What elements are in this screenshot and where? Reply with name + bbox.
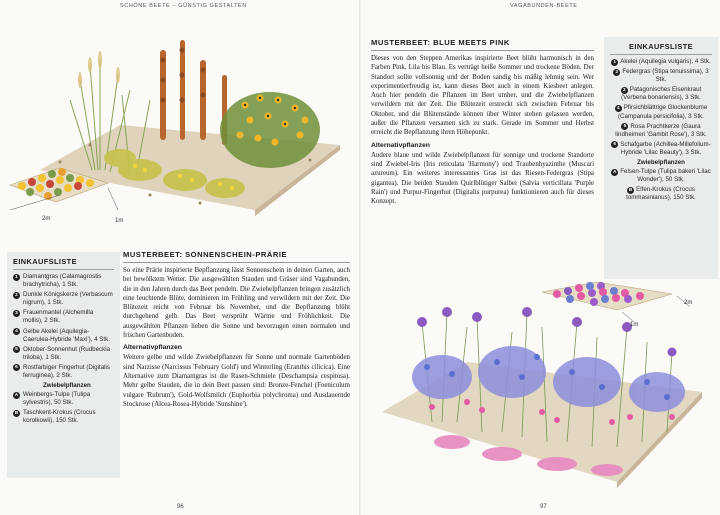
item-text: Diamantgras (Calamagrostis brachytricha), 1 Stk.: [23, 273, 102, 289]
shopping-list-item: [610, 104, 712, 120]
item-text: Pfirsichblättrige Glockenblume (Campanula persicifolia), 3 Stk.: [618, 104, 708, 120]
item-text: Taschkent-Krokus (Crocus korolkowii), 150 Stk.: [23, 409, 96, 425]
shopping-list-item: [13, 273, 114, 289]
article-title: MUSTERBEET: BLUE MEETS PINK: [371, 38, 594, 51]
blue-pink-bed-illustration: [372, 282, 717, 504]
shopping-list-item: [610, 58, 712, 66]
item-text: Federgras (Stipa tenuissima), 3 Stk.: [622, 68, 709, 84]
item-text: Oktober-Sonnenhut (Rudbeckia triloba), 1 Stk.: [23, 345, 111, 361]
item-text: Weinbergs-Tulpe (Tulipa sylvestris), 50 Stk.: [23, 391, 91, 407]
shopping-list-title: EINKAUFSLISTE: [610, 42, 712, 55]
shopping-list-item: [13, 309, 114, 325]
page-gutter: [359, 0, 361, 515]
scale-line-x: [10, 195, 60, 210]
shopping-list-item: [13, 391, 114, 407]
shopping-list-item: [610, 123, 712, 139]
item-text: Elfen-Krokus (Crocus tommasinianus), 150 Stk.: [626, 186, 696, 202]
scale-label-x: 2m: [42, 216, 51, 222]
item-text: Felsen-Tulpe (Tulipa bakeri 'Lilac Wonder'), 50 Stk.: [620, 168, 711, 184]
item-number-badge: 1: [611, 59, 618, 66]
item-number-badge: 6: [13, 364, 20, 371]
shopping-list-left: [7, 252, 120, 478]
item-number-badge: 3: [621, 87, 628, 94]
alternatives-heading: Alternativpflanzen: [123, 344, 182, 352]
item-number-badge: A: [14, 392, 19, 398]
scale-line-y: [622, 312, 634, 322]
bulbs-heading: Zwiebelpflanzen: [637, 159, 685, 167]
item-number-badge: 2: [613, 69, 620, 76]
item-number-badge: 3: [13, 310, 20, 317]
item-text: Dunkle Königskerze (Verbascum nigrum), 1 Stk.: [23, 291, 113, 307]
running-head-right: VAGABUNDEN-BEETE: [510, 3, 578, 9]
alternatives-body: Andere blaue und wilde Zwiebelpflanzen für sonnige und trockene Standorte sind Zwiebel-Iris (Iris reticulata 'Harmony') und Traubenhyazinthe (Muscari azureum). Ein weiteres interessantes Gras ist das Riesen-Federgras (Stipa gigantea). Die beiden Stauden Quirlblütiger Salbei (Salvia verticillata 'Purple Rain') und Purpur-Fingerhut (Digitalis purpurea) funktionieren auch für dieses Konzept.: [371, 151, 594, 206]
scale-line-y: [108, 188, 118, 210]
bulbs-heading: Zwiebelpflanzen: [43, 382, 91, 390]
item-text: Rosa Prachtkerze (Gaura lindheimeri 'Gambit Rose'), 3 Stk.: [615, 122, 707, 138]
scale-label-y: 1m: [630, 322, 639, 328]
item-text: Schafgarbe (Achillea-Millefolium-Hybride 'Lilac Beauty'), 3 Stk.: [620, 140, 711, 156]
shopping-list-item: [610, 68, 712, 84]
item-text: Frauenmantel (Alchemilla mollis), 2 Stk.: [23, 309, 94, 325]
article-blue-meets-pink: [371, 38, 594, 206]
item-number-badge: 4: [13, 328, 20, 335]
item-text: Rostfarbiger Fingerhut (Digitalis ferruginea), 2 Stk.: [23, 363, 111, 380]
item-number-badge: A: [613, 169, 617, 175]
item-number-badge: B: [14, 410, 19, 416]
prairie-bed-illustration: [0, 20, 350, 230]
item-number-badge: 6: [611, 141, 618, 148]
shopping-list-right: [604, 37, 718, 279]
shopping-list-item: [610, 186, 712, 202]
shopping-list-item: [610, 86, 712, 102]
item-text: Akelei (Aquilegia vulgaris), 4 Stk.: [620, 58, 711, 65]
shopping-list-item: [13, 346, 114, 362]
article-title: MUSTERBEET: SONNENSCHEIN-PRÄRIE: [123, 250, 350, 263]
item-text: Patagonisches Eisenkraut (Verbena bonariensis), 3 Stk.: [621, 86, 702, 102]
article-sonnenschein-praerie: [123, 250, 350, 409]
item-number-badge: 1: [13, 274, 20, 281]
scale-label-y: 1m: [115, 218, 124, 224]
page-number-right: 97: [540, 504, 547, 510]
article-body: So eine Prärie inspirierte Bepflanzung lässt Sonnenschein in deinen Garten, auch bei bewölktem Wetter. Die ausgewählten Stauden und Gräser sind Vagabunden, die in den Jahren durch das Beet pendeln. Die Zwiebelpflanzen bringen zusätzlich eine leuchtende Blüte, dominieren im Frühling und verwildern mit der Zeit. Die Blütezeit reicht von Februar bis November, und die Bepflanzung blüht durchgehend gelb. Das Beet versprüht Wärme und Fröhlichkeit. Die ausgewählten Pflanzen lieben die Sonne und bevorzugen einen normalen und frischen Gartenboden.: [123, 267, 350, 340]
article-body: Dieses von den Steppen Amerikas inspirierte Beet blüht harmonisch in den Farben Pink, Lila bis Blau. Es verträgt heiße Sommer und trockene Böden. Der Standort sollte vollsonnig und der Boden sandig bis mäßig lehmig sein. Wer experimentierfreudig ist, kann dieses Beet auch in einem Kiesbeet anlegen. Auch hier pendeln die Pflanzen im Beet umher, und die Zwiebelpflanzen verwildern mit der Zeit. Die Blütezeit erstreckt sich zwischen Februar bis Oktober, und die Blütenstände können über Winter stehen gelassen werden, außer die Pflanzen versamen sich zu stark. Gerade im Sommer und Herbst erreicht die Bepflanzung ihren Höhepunkt.: [371, 55, 594, 137]
page-number-left: 96: [177, 504, 184, 510]
alternatives-heading: Alternativpflanzen: [371, 141, 430, 149]
item-number-badge: 4: [615, 105, 622, 112]
shopping-list-item: [13, 364, 114, 380]
shopping-list-item: [610, 141, 712, 157]
item-number-badge: 2: [13, 292, 20, 299]
shopping-list-item: [13, 328, 114, 344]
running-head-left: SCHÖNE BEETE – GÜNSTIG GESTALTEN: [120, 3, 247, 9]
item-text: Gelbe Akelei (Aquilegia-Caerulea-Hybride 'Maxi'), 4 Stk.: [23, 327, 110, 343]
shopping-list-item: [13, 409, 114, 425]
alternatives-body: Weitere gelbe und wilde Zwiebelpflanzen für Sonne und normale Gartenböden sind Narzisse (Narcissus 'February Gold') und Winterling (Eranthis cilicica). Eine Alternative zum Diamantgras ist die Rasen-Schmiele (Deschampsia cespitosa). Mehr gelbe Stauden, die in dein Beet passen sind: Bronze-Fenchel (Foeniculum vulgare 'Rubrum'), Gold-Wolfsmilch (Euphorbia polychroma) und Ausdauernde Stockrose (Alcea-Rosea-Hybride 'Sunshine').: [123, 354, 350, 408]
item-number-badge: 5: [13, 346, 20, 353]
scale-label-x: 2m: [684, 300, 693, 306]
item-number-badge: B: [628, 187, 633, 193]
item-number-badge: 5: [621, 123, 628, 130]
shopping-list-title: EINKAUFSLISTE: [13, 257, 114, 270]
shopping-list-item: [610, 168, 712, 184]
shopping-list-item: [13, 291, 114, 307]
